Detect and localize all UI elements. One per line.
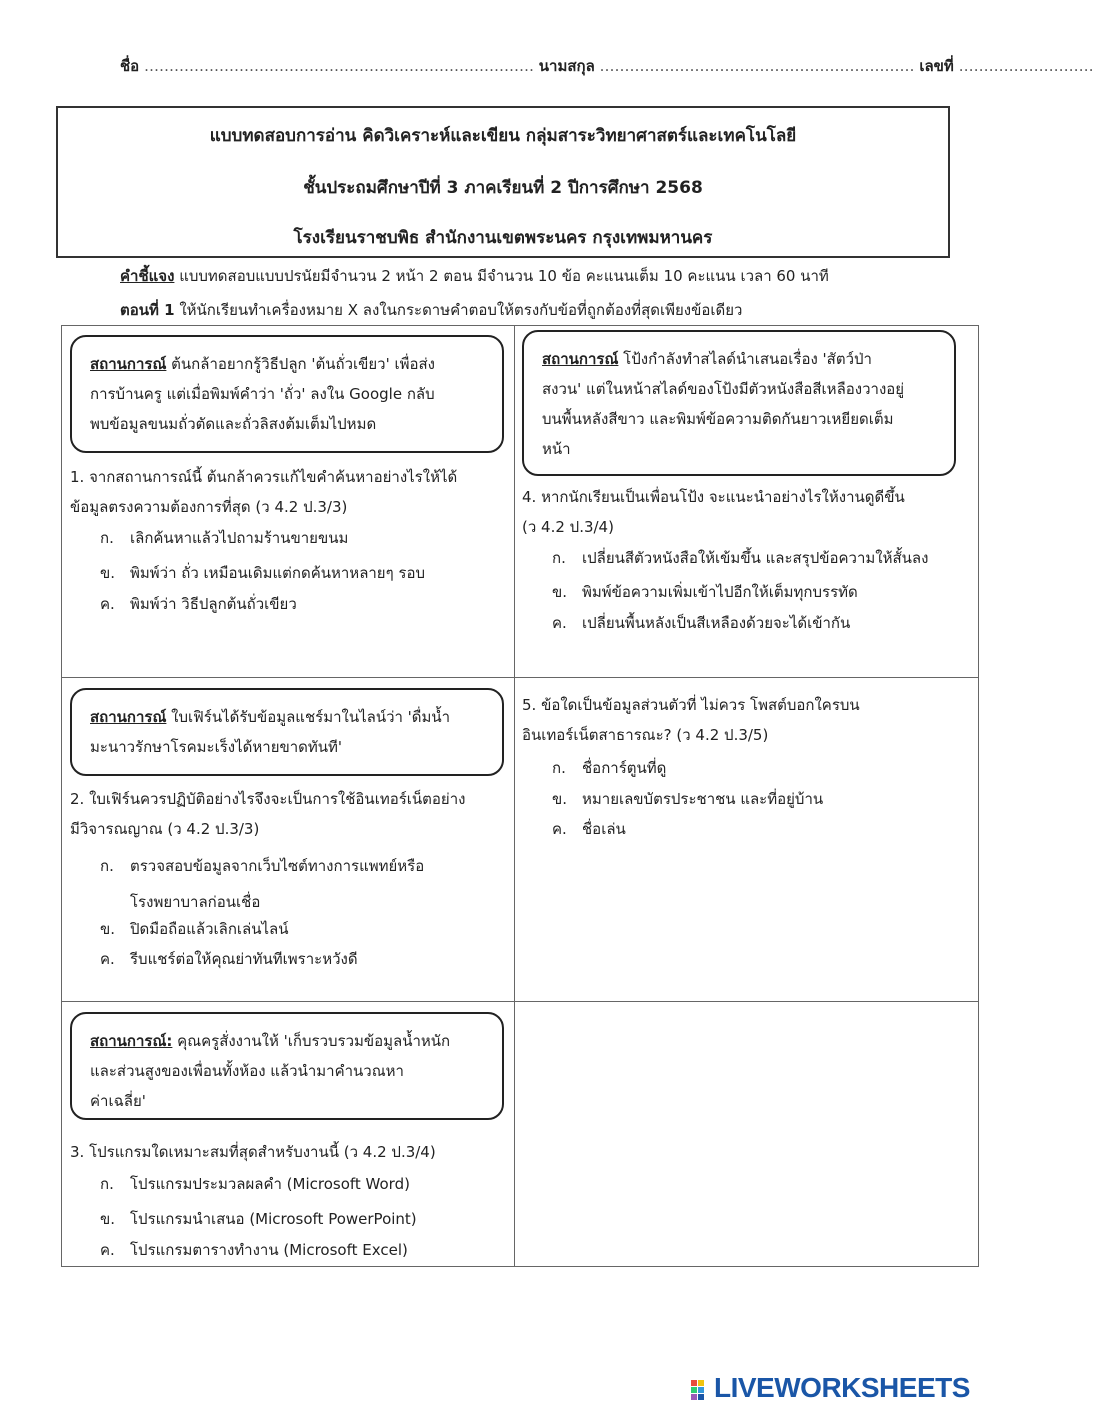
option-q1-c[interactable]: ค. พิมพ์ว่า วิธีปลูกต้นถั่วเขียว: [100, 595, 297, 613]
title-line-1: แบบทดสอบการอ่าน คิดวิเคราะห์และเขียน กลุ่มสาระวิทยาศาสตร์และเทคโนโลยี: [209, 126, 797, 146]
scenario-text: และส่วนสูงของเพื่อนทั้งห้อง แล้วนำมาคำนวณหา: [90, 1062, 404, 1080]
option-q2-c[interactable]: ค. รีบแชร์ต่อให้คุณย่าทันทีเพราะหวังดี: [100, 950, 358, 968]
title-box: [56, 106, 950, 258]
scenario-box-q1: [70, 335, 504, 453]
question-3: [70, 1137, 510, 1167]
scenario-text: ต้นกล้าอยากรู้วิธีปลูก 'ต้นถั่วเขียว' เพื่อส่ง: [166, 355, 435, 373]
option-q1-a[interactable]: ก. เลิกค้นหาแล้วไปถามร้านขายขนม: [100, 529, 349, 547]
liveworksheets-logo[interactable]: [690, 1372, 970, 1404]
part-instructions: [120, 298, 742, 322]
scenario-label: สถานการณ์: [90, 355, 167, 373]
question-text: มีวิจารณญาณ (ว 4.2 ป.3/3): [70, 820, 260, 838]
option-q5-c[interactable]: ค. ชื่อเล่น: [552, 820, 626, 838]
scenario-text: มะนาวรักษาโรคมะเร็งได้หายขาดทันที': [90, 738, 343, 756]
scenario-label: สถานการณ์: [542, 350, 619, 368]
scenario-text: การบ้านครู แต่เมื่อพิมพ์คำว่า 'ถั่ว' ลงใน Google กลับ: [90, 385, 435, 403]
scenario-box-q2: [70, 688, 504, 776]
instructions: [120, 264, 829, 288]
question-5: [522, 690, 972, 750]
grid-divider-vertical: [514, 325, 515, 1267]
scenario-text: คุณครูสั่งงานให้ 'เก็บรวบรวมข้อมูลน้ำหนัก: [172, 1032, 451, 1050]
part-text: ให้นักเรียนทำเครื่องหมาย X ลงในกระดาษคำตอบให้ตรงกับข้อที่ถูกต้องที่สุดเพียงข้อเดียว: [179, 301, 743, 319]
question-text: 4. หากนักเรียนเป็นเพื่อนโป้ง จะแนะนำอย่างไรให้งานดูดีขึ้น: [522, 488, 905, 506]
option-q4-a[interactable]: ก. เปลี่ยนสีตัวหนังสือให้เข้มขึ้น และสรุปข้อความให้สั้นลง: [552, 549, 929, 567]
instructions-text: แบบทดสอบแบบปรนัยมีจำนวน 2 หน้า 2 ตอน มีจำนวน 10 ข้อ คะแนนเต็ม 10 คะแนน เวลา 60 นาที: [179, 267, 829, 285]
scenario-text: ค่าเฉลี่ย': [90, 1092, 146, 1110]
option-q1-b[interactable]: ข. พิมพ์ว่า ถั่ว เหมือนเดิมแต่กดค้นหาหลายๆ รอบ: [100, 564, 426, 582]
name-label: ชื่อ: [120, 57, 140, 75]
option-q2-b[interactable]: ข. ปิดมือถือแล้วเลิกเล่นไลน์: [100, 920, 289, 938]
scenario-box-q4: [522, 330, 956, 476]
title-line-2: ชั้นประถมศึกษาปีที่ 3 ภาคเรียนที่ 2 ปีการศึกษา 2568: [303, 178, 703, 198]
question-text: 3. โปรแกรมใดเหมาะสมที่สุดสำหรับงานนี้ (ว 4.2 ป.3/4): [70, 1143, 436, 1161]
question-text: 5. ข้อใดเป็นข้อมูลส่วนตัวที่ ไม่ควร โพสต์บอกใครบน: [522, 696, 860, 714]
name-blank[interactable]: ……………………………………………………………………: [143, 57, 534, 75]
part-label: ตอนที่ 1: [120, 301, 175, 319]
grid-divider-row-1: [61, 677, 979, 678]
option-q3-a[interactable]: ก. โปรแกรมประมวลผลคำ (Microsoft Word): [100, 1175, 410, 1193]
question-text: อินเทอร์เน็ตสาธารณะ? (ว 4.2 ป.3/5): [522, 726, 769, 744]
liveworksheets-icon: [690, 1378, 712, 1402]
question-text: ข้อมูลตรงความต้องการที่สุด (ว 4.2 ป.3/3): [70, 498, 348, 516]
option-q5-b[interactable]: ข. หมายเลขบัตรประชาชน และที่อยู่บ้าน: [552, 790, 824, 808]
student-info-line: [120, 54, 1094, 78]
question-text: (ว 4.2 ป.3/4): [522, 518, 614, 536]
scenario-text: บนพื้นหลังสีขาว และพิมพ์ข้อความติดกันยาวเหยียดเต็ม: [542, 410, 894, 428]
option-q3-c[interactable]: ค. โปรแกรมตารางทำงาน (Microsoft Excel): [100, 1241, 408, 1259]
logo-text: LIVEWORKSHEETS: [714, 1372, 970, 1403]
question-text: 2. ใบเฟิร์นควรปฏิบัติอย่างไรจึงจะเป็นการใช้อินเทอร์เน็ตอย่าง: [70, 790, 466, 808]
grid-divider-row-2: [61, 1001, 979, 1002]
question-text: 1. จากสถานการณ์นี้ ต้นกล้าควรแก้ไขคำค้นหาอย่างไรให้ได้: [70, 468, 458, 486]
scenario-label: สถานการณ์: [90, 708, 167, 726]
surname-label: นามสกุล: [538, 57, 595, 75]
option-q4-b[interactable]: ข. พิมพ์ข้อความเพิ่มเข้าไปอีกให้เต็มทุกบรรทัด: [552, 583, 858, 601]
title-line-3: โรงเรียนราชบพิธ สำนักงานเขตพระนคร กรุงเทพมหานคร: [293, 228, 713, 248]
number-label: เลขที่: [919, 57, 954, 75]
scenario-text: พบข้อมูลขนมถั่วตัดและถั่วลิสงต้มเต็มไปหมด: [90, 415, 377, 433]
number-blank[interactable]: ………………………: [958, 57, 1094, 75]
option-q5-a[interactable]: ก. ชื่อการ์ตูนที่ดู: [552, 759, 667, 777]
option-q3-b[interactable]: ข. โปรแกรมนำเสนอ (Microsoft PowerPoint): [100, 1210, 417, 1228]
question-1: [70, 462, 510, 522]
question-4: [522, 482, 972, 542]
option-q4-c[interactable]: ค. เปลี่ยนพื้นหลังเป็นสีเหลืองด้วยจะได้เข้ากัน: [552, 614, 851, 632]
scenario-text: โป้งกำลังทำสไลด์นำเสนอเรื่อง 'สัตว์ป่า: [618, 350, 872, 368]
surname-blank[interactable]: ………………………………………………………: [599, 57, 915, 75]
scenario-text: สงวน' แต่ในหน้าสไลด์ของโป้งมีตัวหนังสือสีเหลืองวางอยู่: [542, 380, 905, 398]
option-q2-a[interactable]: ก. ตรวจสอบข้อมูลจากเว็บไซต์ทางการแพทย์หรือ โรงพยาบาลก่อนเชื่อ: [100, 857, 425, 911]
scenario-box-q3: [70, 1012, 504, 1120]
question-2: [70, 784, 510, 844]
scenario-label: สถานการณ์:: [90, 1032, 173, 1050]
scenario-text: หน้า: [542, 440, 571, 458]
instructions-label: คำชี้แจง: [120, 267, 175, 285]
scenario-text: ใบเฟิร์นได้รับข้อมูลแชร์มาในไลน์ว่า 'ดื่มน้ำ: [166, 708, 451, 726]
